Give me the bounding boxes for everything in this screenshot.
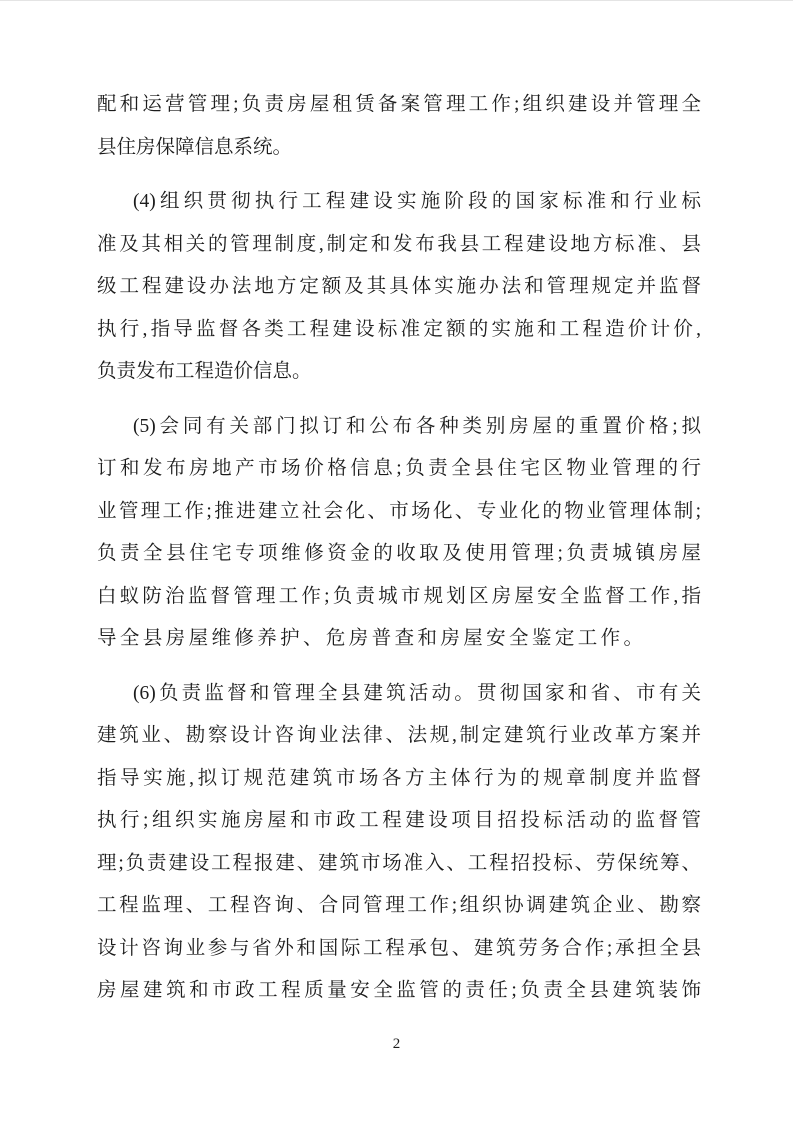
paragraph-item-5 bbox=[97, 406, 701, 661]
text-line: 指导实施,拟订规范建筑市场各方主体行为的规章制度并监督 bbox=[97, 767, 701, 789]
text-line: 执行;组织实施房屋和市政工程建设项目招投标活动的监督管 bbox=[97, 810, 701, 831]
text-line: (5)会同有关部门拟订和公布各种类别房屋的重置价格;拟 bbox=[133, 415, 701, 437]
text-line: 县住房保障信息系统。 bbox=[97, 136, 293, 158]
text-line: 准及其相关的管理制度,制定和发布我县工程建设地方标准、县 bbox=[97, 233, 701, 255]
text-line: 执行,指导监督各类工程建设标准定额的实施和工程造价计价, bbox=[97, 318, 701, 340]
text-line: 房屋建筑和市政工程质量安全监管的责任;负责全县建筑装饰 bbox=[97, 980, 701, 1001]
page-top-edge bbox=[0, 0, 793, 1]
text-line: 业管理工作;推进建立社会化、市场化、专业化的物业管理体制; bbox=[97, 500, 701, 522]
page-number: 2 bbox=[392, 1036, 401, 1052]
text-line: 级工程建设办法地方定额及其具体实施办法和管理规定并监督 bbox=[97, 276, 701, 297]
text-line: (6)负责监督和管理全县建筑活动。贯彻国家和省、市有关 bbox=[133, 682, 701, 704]
text-line: 建筑业、勘察设计咨询业法律、法规,制定建筑行业改革方案并 bbox=[97, 725, 701, 746]
text-line: 负责发布工程造价信息。 bbox=[97, 361, 312, 382]
text-line: 导全县房屋维修养护、危房普查和房屋安全鉴定工作。 bbox=[97, 628, 643, 649]
paragraph-item-6 bbox=[97, 673, 701, 1013]
paragraph-continuation-paragraph bbox=[97, 84, 701, 169]
document-body bbox=[97, 84, 701, 1013]
text-line: 配和运营管理;负责房屋租赁备案管理工作;组织建设并管理全 bbox=[97, 94, 701, 115]
text-line: 负责全县住宅专项维修资金的收取及使用管理;负责城镇房屋 bbox=[97, 543, 701, 564]
text-line: 订和发布房地产市场价格信息;负责全县住宅区物业管理的行 bbox=[97, 458, 701, 479]
text-line: 设计咨询业参与省外和国际工程承包、建筑劳务合作;承担全县 bbox=[97, 937, 701, 959]
text-line: 理;负责建设工程报建、建筑市场准入、工程招投标、劳保统筹、 bbox=[97, 852, 701, 874]
text-line: (4)组织贯彻执行工程建设实施阶段的国家标准和行业标 bbox=[133, 191, 701, 212]
paragraph-item-4 bbox=[97, 181, 701, 394]
text-line: 白蚁防治监督管理工作;负责城市规划区房屋安全监督工作,指 bbox=[97, 585, 701, 607]
text-line: 工程监理、工程咨询、合同管理工作;组织协调建筑企业、勘察 bbox=[97, 895, 701, 916]
